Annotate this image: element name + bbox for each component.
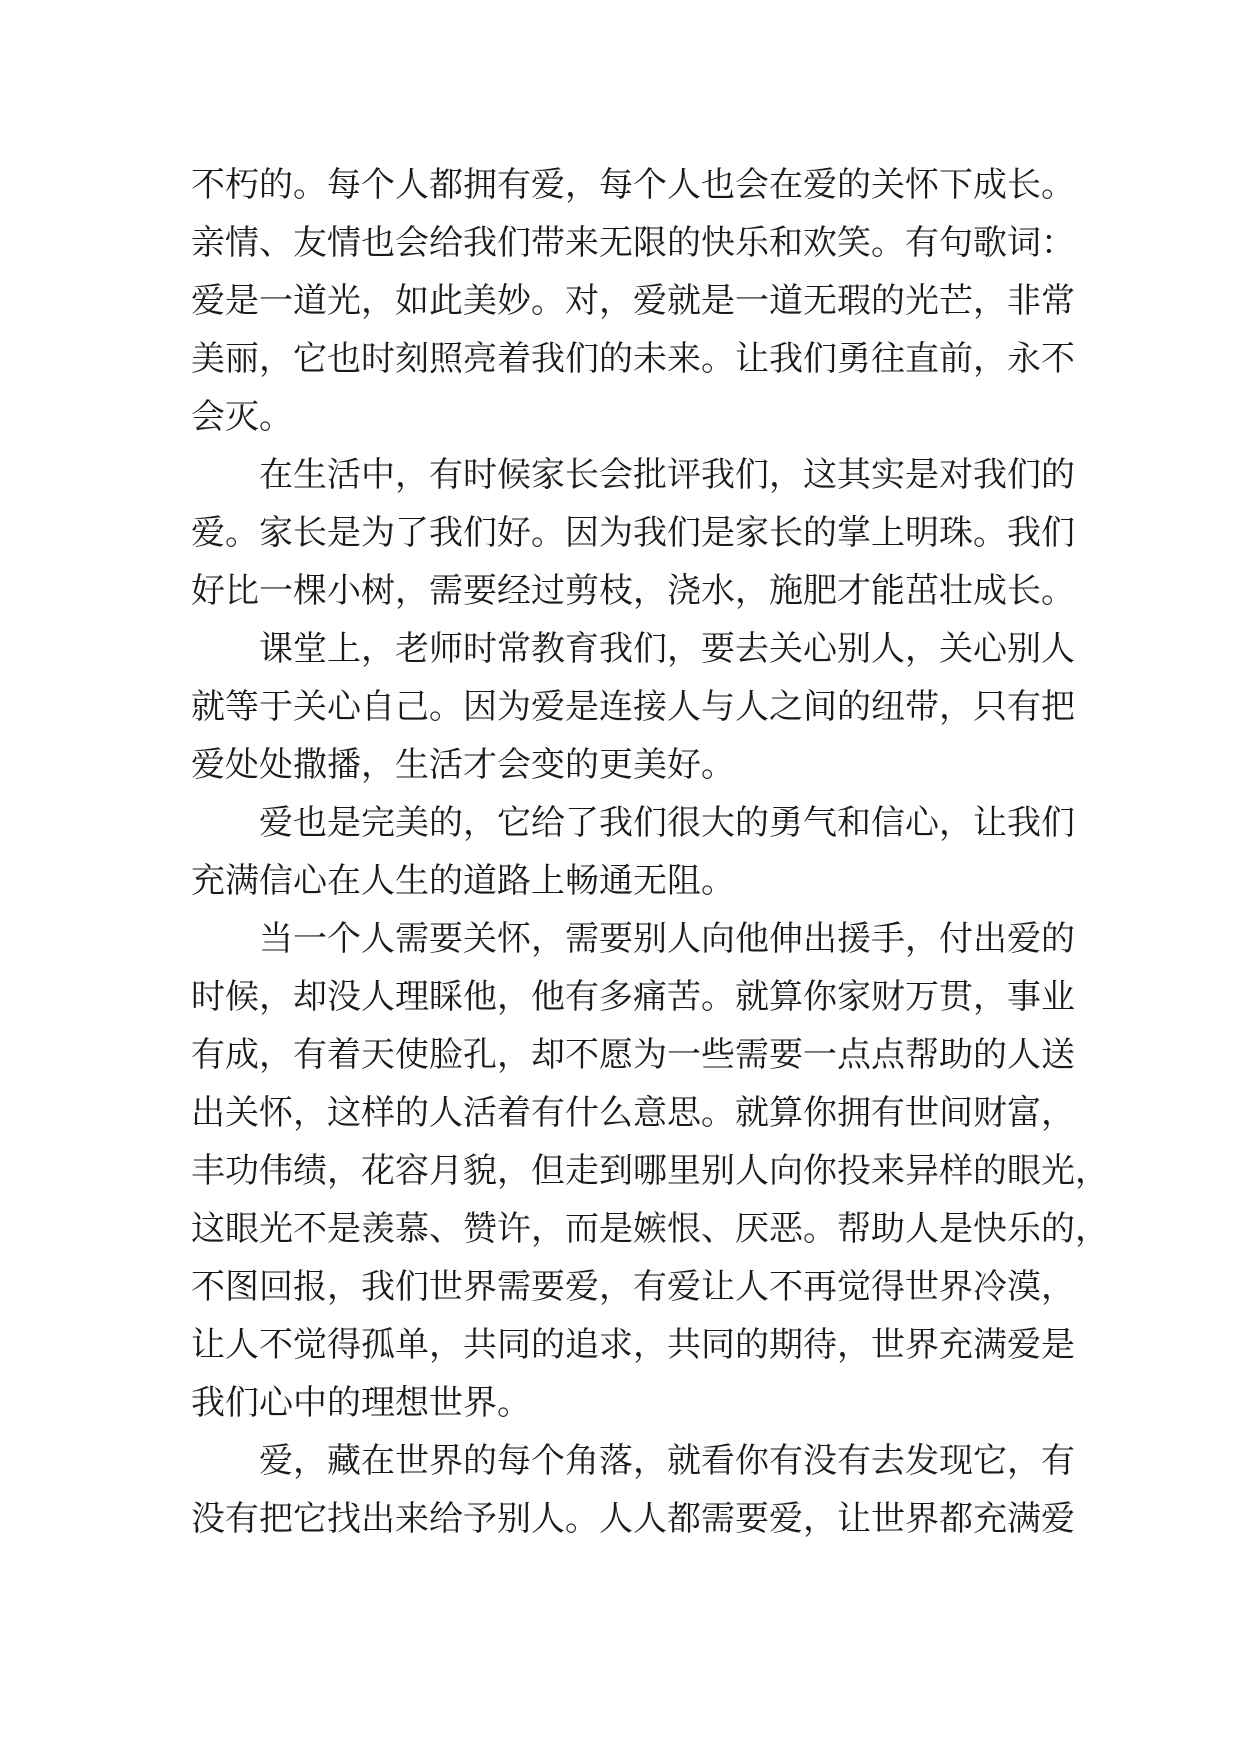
text-line: 爱处处撒播，生活才会变的更美好。	[191, 745, 735, 785]
text-line: 爱是一道光，如此美妙。对，爱就是一道无瑕的光芒，非常	[191, 281, 1075, 321]
text-line: 出关怀，这样的人活着有什么意思。就算你拥有世间财富，	[191, 1093, 1075, 1133]
text-line: 让人不觉得孤单，共同的追求，共同的期待，世界充满爱是	[191, 1325, 1075, 1365]
text-line: 爱也是完美的，它给了我们很大的勇气和信心，让我们	[259, 803, 1075, 843]
text-line: 爱。家长是为了我们好。因为我们是家长的掌上明珠。我们	[191, 513, 1075, 553]
text-line: 美丽，它也时刻照亮着我们的未来。让我们勇往直前，永不	[191, 339, 1075, 379]
body-text	[191, 156, 1109, 1548]
text-line: 就等于关心自己。因为爱是连接人与人之间的纽带，只有把	[191, 687, 1075, 727]
text-line: 没有把它找出来给予别人。人人都需要爱，让世界都充满爱	[191, 1499, 1075, 1539]
text-line: 我们心中的理想世界。	[191, 1383, 531, 1423]
text-line: 在生活中，有时候家长会批评我们，这其实是对我们的	[259, 455, 1075, 495]
text-line: 时候，却没人理睬他，他有多痛苦。就算你家财万贯，事业	[191, 977, 1075, 1017]
paragraph	[191, 794, 1075, 910]
paragraph	[191, 446, 1075, 620]
text-line: 有成，有着天使脸孔，却不愿为一些需要一点点帮助的人送	[191, 1035, 1075, 1075]
text-line: 亲情、友情也会给我们带来无限的快乐和欢笑。有句歌词：	[191, 223, 1075, 263]
text-line: 当一个人需要关怀，需要别人向他伸出援手，付出爱的	[259, 919, 1075, 959]
text-line: 充满信心在人生的道路上畅通无阻。	[191, 861, 735, 901]
text-line: 好比一棵小树，需要经过剪枝，浇水，施肥才能茁壮成长。	[191, 571, 1075, 611]
paragraph	[191, 620, 1075, 794]
paragraph	[191, 156, 1075, 446]
text-line: 课堂上，老师时常教育我们，要去关心别人，关心别人	[259, 629, 1075, 669]
text-line: 丰功伟绩，花容月貌，但走到哪里别人向你投来异样的眼光，	[191, 1151, 1109, 1191]
text-line: 不朽的。每个人都拥有爱，每个人也会在爱的关怀下成长。	[191, 165, 1075, 205]
text-line: 会灭。	[191, 397, 293, 437]
text-line: 不图回报，我们世界需要爱，有爱让人不再觉得世界冷漠，	[191, 1267, 1075, 1307]
paragraph	[191, 910, 1109, 1432]
paragraph	[191, 1432, 1075, 1548]
text-line: 爱，藏在世界的每个角落，就看你有没有去发现它，有	[259, 1441, 1075, 1481]
text-line: 这眼光不是羡慕、赞许，而是嫉恨、厌恶。帮助人是快乐的，	[191, 1209, 1109, 1249]
